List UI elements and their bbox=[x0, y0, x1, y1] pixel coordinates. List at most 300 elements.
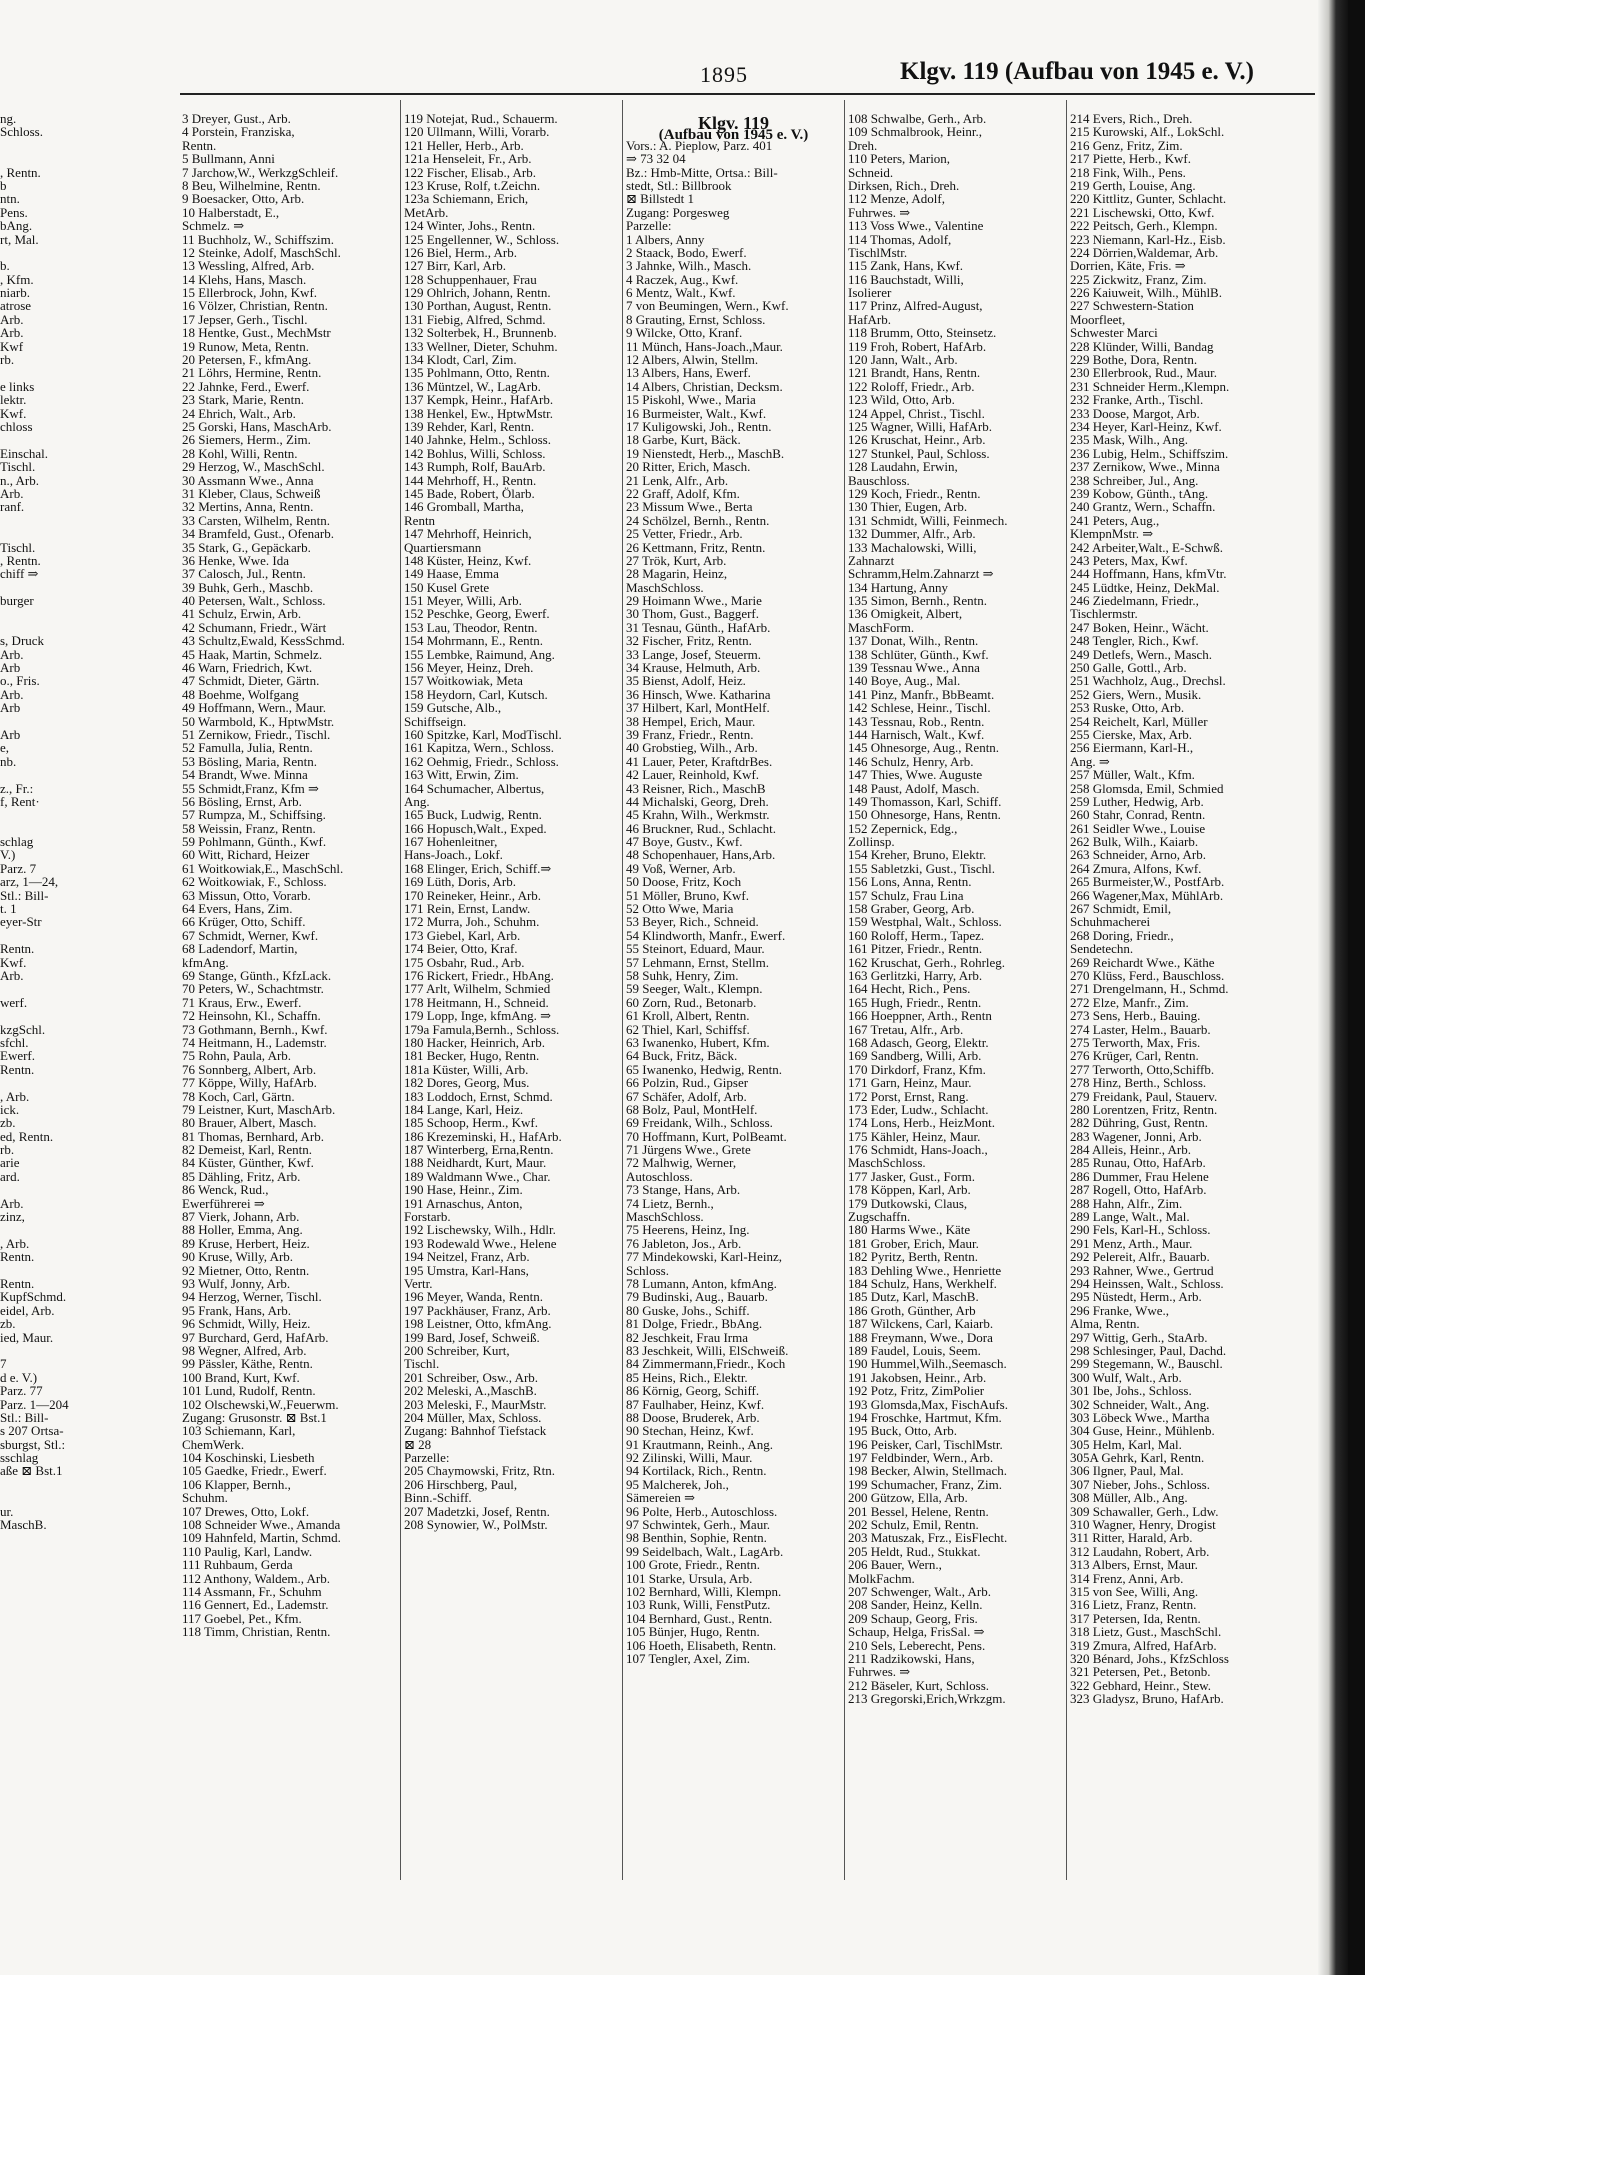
directory-entry: 229 Bothe, Dora, Rentn. bbox=[1070, 352, 1198, 368]
directory-entry: 242 Arbeiter,Walt., E-Schwß. bbox=[1070, 539, 1223, 555]
directory-entry: 24 Ehrich, Walt., Arb. bbox=[182, 405, 296, 421]
directory-entry: 210 Sels, Leberecht, Pens. bbox=[848, 1637, 986, 1653]
directory-entry: 138 Henkel, Ew., HptwMstr. bbox=[404, 405, 554, 421]
directory-entry: 240 Grantz, Wern., Schaffn. bbox=[1070, 499, 1216, 515]
directory-entry: 147 Thies, Wwe. Auguste bbox=[848, 767, 983, 783]
directory-entry: 21 Lenk, Alfr., Arb. bbox=[626, 472, 729, 488]
directory-entry: 128 Laudahn, Erwin, bbox=[848, 459, 958, 475]
directory-entry: 233 Doose, Margot, Arb. bbox=[1070, 405, 1200, 421]
directory-entry: 51 Möller, Bruno, Kwf. bbox=[626, 887, 749, 903]
directory-entry: 64 Buck, Fritz, Bäck. bbox=[626, 1048, 738, 1064]
directory-entry: Alma, Rentn. bbox=[1070, 1316, 1140, 1332]
directory-entry: 95 Malcherek, Joh., bbox=[626, 1476, 729, 1492]
directory-entry: 200 Schreiber, Kurt, bbox=[404, 1342, 510, 1358]
directory-entry: Dirksen, Rich., Dreh. bbox=[848, 177, 960, 193]
facing-page-line bbox=[0, 366, 58, 379]
directory-entry: 50 Doose, Fritz, Koch bbox=[626, 874, 742, 890]
directory-entry: 140 Boye, Aug., Mal. bbox=[848, 673, 961, 689]
directory-entry: 304 Guse, Heinr., Mühlenb. bbox=[1070, 1423, 1215, 1439]
directory-entry: 59 Pohlmann, Günth., Kwf. bbox=[182, 834, 327, 850]
directory-entry: 77 Mindekowski, Karl-Heinz, bbox=[626, 1249, 782, 1265]
directory-entry: 191 Arnaschus, Anton, bbox=[404, 1195, 523, 1211]
directory-entry: 319 Zmura, Alfred, HafArb. bbox=[1070, 1637, 1217, 1653]
directory-entry: 234 Heyer, Karl-Heinz, Kwf. bbox=[1070, 418, 1222, 434]
directory-entry: 86 Wenck, Rud., bbox=[182, 1182, 269, 1198]
directory-entry: 63 Iwanenko, Hubert, Kfm. bbox=[626, 1034, 770, 1050]
directory-entry: 187 Winterberg, Erna,Rentn. bbox=[404, 1142, 554, 1158]
directory-entry: 160 Roloff, Herm., Tapez. bbox=[848, 927, 985, 943]
directory-entry: 2 Staack, Bodo, Ewerf. bbox=[626, 244, 747, 260]
directory-entry: 305A Gehrk, Karl, Rentn. bbox=[1070, 1450, 1205, 1466]
facing-page-line: Kwf. bbox=[0, 405, 27, 421]
directory-entry: 200 Gützow, Ella, Arb. bbox=[848, 1490, 968, 1506]
directory-entry: 20 Ritter, Erich, Masch. bbox=[626, 459, 751, 475]
directory-entry: 24 Schölzel, Bernh., Rentn. bbox=[626, 512, 770, 528]
directory-entry: 226 Kaiuweit, Wilh., MühlB. bbox=[1070, 285, 1222, 301]
directory-entry: 61 Kroll, Albert, Rentn. bbox=[626, 1008, 750, 1024]
facing-page-fragment bbox=[0, 111, 69, 1533]
directory-entry: 71 Kraus, Erw., Ewerf. bbox=[182, 994, 302, 1010]
directory-entry: 12 Albers, Alwin, Stellm. bbox=[626, 352, 759, 368]
directory-entry: 306 Ilgner, Paul, Mal. bbox=[1070, 1463, 1184, 1479]
directory-entry: 152 Peschke, Georg, Ewerf. bbox=[404, 606, 550, 622]
directory-entry: 215 Kurowski, Alf., LokSchl. bbox=[1070, 124, 1225, 140]
directory-entry: 75 Rohn, Paula, Arb. bbox=[182, 1048, 292, 1064]
directory-entry: 50 Warmbold, K., HptwMstr. bbox=[182, 713, 335, 729]
directory-entry: 295 Nüstedt, Herm., Arb. bbox=[1070, 1289, 1202, 1305]
directory-entry: 83 Jeschkeit, Willi, ElSchweiß. bbox=[626, 1342, 789, 1358]
directory-entry: 63 Missun, Otto, Vorarb. bbox=[182, 887, 311, 903]
column-divider bbox=[622, 100, 623, 1880]
facing-page-line: werf. bbox=[0, 994, 28, 1010]
directory-entry: 122 Fischer, Elisab., Arb. bbox=[404, 164, 536, 180]
directory-entry: Zugang: Bahnhof Tiefstack bbox=[404, 1423, 547, 1439]
facing-page-line bbox=[0, 514, 58, 527]
directory-entry: 22 Jahnke, Ferd., Ewerf. bbox=[182, 378, 310, 394]
facing-page-line: nb. bbox=[0, 753, 17, 769]
directory-entry: 156 Lons, Anna, Rentn. bbox=[848, 874, 972, 890]
facing-page-line: b. bbox=[0, 258, 10, 274]
directory-entry: 121a Henseleit, Fr., Arb. bbox=[404, 151, 532, 167]
facing-page-line: Arb. bbox=[0, 325, 24, 341]
directory-entry: 102 Olschewski,W.,Feuerwm. bbox=[182, 1396, 339, 1412]
directory-entry: 46 Warn, Friedrich, Kwt. bbox=[182, 660, 313, 676]
directory-entry: 16 Burmeister, Walt., Kwf. bbox=[626, 405, 767, 421]
directory-entry: 263 Schneider, Arno, Arb. bbox=[1070, 847, 1206, 863]
directory-entry: Binn.-Schiff. bbox=[404, 1490, 472, 1506]
directory-entry: 125 Wagner, Willi, HafArb. bbox=[848, 418, 993, 434]
directory-entry: 94 Kortilack, Rich., Rentn. bbox=[626, 1463, 767, 1479]
directory-entry: 138 Schlüter, Günth., Kwf. bbox=[848, 646, 989, 662]
directory-entry: 72 Heinsohn, Kl., Schaffn. bbox=[182, 1008, 321, 1024]
directory-entry: 141 Pinz, Manfr., BbBeamt. bbox=[848, 686, 995, 702]
directory-entry: 179 Lopp, Inge, kfmAng. ⇒ bbox=[404, 1008, 552, 1024]
directory-entry: HafArb. bbox=[848, 311, 891, 327]
facing-page-line: b bbox=[0, 177, 7, 193]
facing-page-line: Arb. bbox=[0, 485, 24, 501]
directory-entry: 32 Mertins, Anna, Rentn. bbox=[182, 499, 314, 515]
directory-entry: 131 Schmidt, Willi, Feinmech. bbox=[848, 512, 1008, 528]
directory-entry: 277 Terworth, Otto,Schiffb. bbox=[1070, 1061, 1215, 1077]
directory-entry: 9 Boesacker, Otto, Arb. bbox=[182, 191, 305, 207]
directory-entry: 55 Steinort, Eduard, Maur. bbox=[626, 941, 765, 957]
header-rule bbox=[180, 93, 1315, 95]
facing-page-line: Rentn. bbox=[0, 1249, 35, 1265]
facing-page-line: chiff ⇒ bbox=[0, 566, 39, 582]
directory-entry: ⊠ Billstedt 1 bbox=[626, 191, 694, 207]
facing-page-line: Arb bbox=[0, 660, 21, 676]
directory-entry: 99 Pässler, Käthe, Rentn. bbox=[182, 1356, 313, 1372]
directory-entry: 123 Kruse, Rolf, t.Zeichn. bbox=[404, 177, 541, 193]
directory-entry: Fuhrwes. ⇒ bbox=[848, 204, 911, 220]
facing-page-line bbox=[0, 715, 58, 728]
directory-entry: 11 Buchholz, W., Schiffszim. bbox=[182, 231, 335, 247]
facing-page-line: ntn. bbox=[0, 191, 20, 207]
facing-page-line bbox=[0, 1344, 58, 1357]
directory-entry: 117 Prinz, Alfred-August, bbox=[848, 298, 983, 314]
directory-entry: 62 Woitkowiak, F., Schloss. bbox=[182, 874, 327, 890]
directory-entry: 53 Beyer, Rich., Schneid. bbox=[626, 914, 759, 930]
directory-entry: 134 Hartung, Anny bbox=[848, 579, 949, 595]
directory-entry: Dorrien, Käte, Fris. ⇒ bbox=[1070, 258, 1186, 274]
directory-entry: 168 Adasch, Georg, Elektr. bbox=[848, 1034, 989, 1050]
directory-entry: 320 Bénard, Johs., KfzSchloss bbox=[1070, 1650, 1229, 1666]
directory-entry: 104 Koschinski, Liesbeth bbox=[182, 1450, 315, 1466]
directory-entry: MaschSchloss. bbox=[626, 579, 704, 595]
facing-page-line: n., Arb. bbox=[0, 472, 39, 488]
directory-entry: 224 Dörrien,Waldemar, Arb. bbox=[1070, 244, 1219, 260]
directory-entry: 67 Schäfer, Adolf, Arb. bbox=[626, 1088, 747, 1104]
facing-page-line bbox=[0, 607, 58, 620]
directory-entry: 7 von Beumingen, Wern., Kwf. bbox=[626, 298, 789, 314]
facing-page-line: Arb. bbox=[0, 968, 24, 983]
directory-entry: 232 Franke, Arth., Tischl. bbox=[1070, 392, 1204, 408]
directory-entry: stedt, Stl.: Billbrook bbox=[626, 177, 732, 193]
directory-entry: 172 Porst, Ernst, Rang. bbox=[848, 1088, 969, 1104]
directory-entry: 133 Wellner, Dieter, Schuhm. bbox=[404, 338, 558, 354]
directory-entry: 31 Tesnau, Günth., HafArb. bbox=[626, 619, 771, 635]
directory-entry: 223 Niemann, Karl-Hz., Eisb. bbox=[1070, 231, 1226, 247]
directory-entry: 202 Meleski, A.,MaschB. bbox=[404, 1383, 537, 1399]
facing-page-line bbox=[0, 1183, 58, 1196]
directory-entry: 75 Heerens, Heinz, Ing. bbox=[626, 1222, 750, 1238]
directory-entry: 139 Rehder, Karl, Rentn. bbox=[404, 418, 535, 434]
directory-entry: 272 Elze, Manfr., Zim. bbox=[1070, 994, 1189, 1010]
directory-entry: 158 Graber, Georg, Arb. bbox=[848, 901, 975, 917]
directory-entry: 44 Michalski, Georg, Dreh. bbox=[626, 793, 769, 809]
directory-entry: 114 Thomas, Adolf, bbox=[848, 231, 952, 247]
directory-entry: 103 Runk, Willi, FenstPutz. bbox=[626, 1597, 771, 1613]
directory-entry: 36 Henke, Wwe. Ida bbox=[182, 552, 289, 568]
directory-entry: 278 Hinz, Berth., Schloss. bbox=[1070, 1075, 1207, 1091]
directory-entry: 169 Lüth, Doris, Arb. bbox=[404, 874, 516, 890]
directory-entry: 26 Kettmann, Fritz, Rentn. bbox=[626, 539, 766, 555]
directory-entry: 264 Zmura, Alfons, Kwf. bbox=[1070, 860, 1202, 876]
directory-entry: 35 Bienst, Adolf, Heiz. bbox=[626, 673, 746, 689]
facing-page-line: f, Rent· bbox=[0, 793, 40, 809]
directory-entry: 248 Tengler, Rich., Kwf. bbox=[1070, 633, 1199, 649]
directory-entry: 13 Albers, Hans, Ewerf. bbox=[626, 365, 751, 381]
directory-entry: 178 Heitmann, H., Schneid. bbox=[404, 994, 549, 1010]
directory-entry: MolkFachm. bbox=[848, 1570, 915, 1586]
directory-entry: 81 Dolge, Friedr., BbAng. bbox=[626, 1316, 763, 1332]
directory-entry: 4 Raczek, Aug., Kwf. bbox=[626, 271, 739, 287]
directory-entry: 250 Galle, Gottl., Arb. bbox=[1070, 660, 1187, 676]
directory-entry: 258 Glomsda, Emil, Schmied bbox=[1070, 780, 1224, 796]
directory-entry: 33 Lange, Josef, Steuerm. bbox=[626, 646, 762, 662]
directory-entry: 31 Kleber, Claus, Schweiß bbox=[182, 485, 321, 501]
directory-entry: 196 Meyer, Wanda, Rentn. bbox=[404, 1289, 543, 1305]
directory-entry: 260 Stahr, Conrad, Rentn. bbox=[1070, 807, 1206, 823]
directory-entry: Quartiersmann bbox=[404, 539, 482, 555]
directory-entry: 55 Schmidt,Franz, Kfm ⇒ bbox=[182, 780, 319, 796]
directory-entry: 80 Brauer, Albert, Masch. bbox=[182, 1115, 317, 1131]
directory-entry: 302 Schneider, Walt., Ang. bbox=[1070, 1396, 1210, 1412]
directory-entry: 48 Boehme, Wolfgang bbox=[182, 686, 299, 702]
directory-entry: 37 Calosch, Jul., Rentn. bbox=[182, 566, 306, 582]
directory-entry: Zugang: Porgesweg bbox=[626, 204, 730, 220]
directory-entry: 115 Zank, Hans, Kwf. bbox=[848, 258, 964, 274]
directory-entry: 195 Umstra, Karl-Hans, bbox=[404, 1262, 529, 1278]
directory-entry: 112 Menze, Adolf, bbox=[848, 191, 945, 207]
directory-entry: 176 Rickert, Friedr., HbAng. bbox=[404, 968, 554, 983]
facing-page-line: , Arb. bbox=[0, 1235, 30, 1251]
facing-page-line: s 207 Ortsa- bbox=[0, 1423, 64, 1439]
directory-entry: 132 Solterbek, H., Brunnenb. bbox=[404, 325, 557, 341]
directory-entry: 192 Potz, Fritz, ZimPolier bbox=[848, 1383, 985, 1399]
directory-entry: 110 Paulig, Karl, Landw. bbox=[182, 1543, 313, 1559]
directory-entry: 46 Bruckner, Rud., Schlacht. bbox=[626, 820, 777, 836]
directory-entry: 45 Krahn, Wilh., Werkmstr. bbox=[626, 807, 770, 823]
directory-entry: 124 Winter, Johs., Rentn. bbox=[404, 218, 536, 234]
directory-entry: 207 Schwenger, Walt., Arb. bbox=[848, 1583, 991, 1599]
facing-page-line bbox=[0, 139, 58, 152]
directory-entry: 119 Notejat, Rud., Schauerm. bbox=[404, 111, 558, 126]
directory-entry: 271 Drengelmann, H., Schmd. bbox=[1070, 981, 1229, 997]
directory-entry: 73 Gothmann, Bernh., Kwf. bbox=[182, 1021, 328, 1037]
directory-entry: 161 Kapitza, Wern., Schloss. bbox=[404, 740, 554, 756]
directory-entry: 165 Buck, Ludwig, Rentn. bbox=[404, 807, 542, 823]
directory-entry: 183 Loddoch, Ernst, Schmd. bbox=[404, 1088, 553, 1104]
directory-entry: 236 Lubig, Helm., Schiffszim. bbox=[1070, 445, 1229, 461]
directory-entry: 217 Piette, Herb., Kwf. bbox=[1070, 151, 1191, 167]
facing-page-line bbox=[0, 527, 58, 540]
directory-entry: 114 Assmann, Fr., Schuhm bbox=[182, 1583, 322, 1599]
directory-entry: 244 Hoffmann, Hans, kfmVtr. bbox=[1070, 566, 1227, 582]
directory-entry: 299 Stegemann, W., Bauschl. bbox=[1070, 1356, 1223, 1372]
directory-entry: 122 Roloff, Friedr., Arb. bbox=[848, 378, 975, 394]
directory-entry: 209 Schaup, Georg, Fris. bbox=[848, 1610, 978, 1626]
directory-entry: 173 Giebel, Karl, Arb. bbox=[404, 927, 521, 943]
directory-entry: Schuhm. bbox=[182, 1490, 228, 1506]
directory-entry: 109 Schmalbrook, Heinr., bbox=[848, 124, 982, 140]
directory-entry: 82 Jeschkeit, Frau Irma bbox=[626, 1329, 749, 1345]
directory-entry: Schuhmacherei bbox=[1070, 914, 1151, 930]
directory-entry: 137 Kempk, Heinr., HafArb. bbox=[404, 392, 554, 408]
directory-entry: 201 Schreiber, Osw., Arb. bbox=[404, 1369, 539, 1385]
directory-entry: 199 Bard, Josef, Schweiß. bbox=[404, 1329, 540, 1345]
facing-page-line: e links bbox=[0, 378, 35, 394]
facing-page-line bbox=[0, 581, 58, 594]
directory-entry: 45 Haak, Martin, Schmelz. bbox=[182, 646, 323, 662]
directory-entry: 191 Jakobsen, Heinr., Arb. bbox=[848, 1369, 987, 1385]
directory-entry: 68 Ladendorf, Martin, bbox=[182, 941, 298, 957]
directory-entry: 96 Schmidt, Willy, Heiz. bbox=[182, 1316, 311, 1332]
directory-entry: 211 Radzikowski, Hans, bbox=[848, 1650, 975, 1666]
directory-entry: 84 Küster, Günther, Kwf. bbox=[182, 1155, 314, 1171]
column-5 bbox=[1070, 112, 1315, 1705]
directory-entry: 206 Bauer, Wern., bbox=[848, 1557, 942, 1573]
directory-entry: 285 Runau, Otto, HafArb. bbox=[1070, 1155, 1206, 1171]
directory-entry: 30 Thom, Gust., Baggerf. bbox=[626, 606, 759, 622]
directory-entry: 196 Peisker, Carl, TischlMstr. bbox=[848, 1436, 1003, 1452]
directory-entry: 243 Peters, Max, Kwf. bbox=[1070, 552, 1188, 568]
directory-entry: 96 Polte, Herb., Autoschloss. bbox=[626, 1503, 778, 1519]
directory-entry: 178 Köppen, Karl, Arb. bbox=[848, 1182, 971, 1198]
directory-entry: 190 Hummel,Wilh.,Seemasch. bbox=[848, 1356, 1007, 1372]
directory-entry: 116 Bauchstadt, Willi, bbox=[848, 271, 964, 287]
directory-entry: 239 Kobow, Günth., tAng. bbox=[1070, 485, 1209, 501]
directory-entry: 120 Ullmann, Willi, Vorarb. bbox=[404, 124, 550, 140]
directory-entry: Forstarb. bbox=[404, 1209, 451, 1225]
facing-page-line: ng. bbox=[0, 111, 17, 126]
directory-entry: 145 Bade, Robert, Ölarb. bbox=[404, 485, 535, 501]
directory-entry: Bz.: Hmb-Mitte, Ortsa.: Bill- bbox=[626, 164, 778, 180]
directory-entry: 194 Froschke, Hartmut, Kfm. bbox=[848, 1409, 1002, 1425]
directory-entry: 230 Ellerbrook, Rud., Maur. bbox=[1070, 365, 1217, 381]
directory-entry: Zugschaffn. bbox=[848, 1209, 911, 1225]
directory-entry: 212 Bäseler, Kurt, Schloss. bbox=[848, 1677, 990, 1693]
directory-entry: 184 Lange, Karl, Heiz. bbox=[404, 1101, 524, 1117]
directory-entry: 34 Krause, Helmuth, Arb. bbox=[626, 660, 761, 676]
directory-entry: Isolierer bbox=[848, 285, 892, 301]
facing-page-line: bAng. bbox=[0, 218, 33, 234]
directory-entry: 180 Harms Wwe., Käte bbox=[848, 1222, 971, 1238]
directory-entry: 268 Doring, Friedr., bbox=[1070, 927, 1174, 943]
directory-entry: 128 Schuppenhauer, Frau bbox=[404, 271, 537, 287]
directory-entry: 213 Gregorski,Erich,Wrkzgm. bbox=[848, 1691, 1006, 1707]
directory-entry: 90 Stechan, Heinz, Kwf. bbox=[626, 1423, 754, 1439]
directory-entry: 251 Wachholz, Aug., Drechsl. bbox=[1070, 673, 1226, 689]
directory-entry: 169 Sandberg, Willi, Arb. bbox=[848, 1048, 982, 1064]
directory-entry: 53 Bösling, Maria, Rentn. bbox=[182, 753, 318, 769]
directory-entry: 61 Woitkowiak,E., MaschSchl. bbox=[182, 860, 344, 876]
directory-entry: 11 Münch, Hans-Joach.,Maur. bbox=[626, 338, 783, 354]
directory-entry: 214 Evers, Rich., Dreh. bbox=[1070, 111, 1193, 126]
directory-entry: 99 Seidelbach, Walt., LagArb. bbox=[626, 1543, 784, 1559]
directory-entry: 54 Klindworth, Manfr., Ewerf. bbox=[626, 927, 786, 943]
directory-entry: 198 Leistner, Otto, kfmAng. bbox=[404, 1316, 552, 1332]
directory-entry: 162 Oehmig, Friedr., Schloss. bbox=[404, 753, 559, 769]
facing-page-line bbox=[0, 1223, 58, 1236]
directory-entry: 92 Zilinski, Willi, Maur. bbox=[626, 1450, 753, 1466]
directory-entry: 26 Siemers, Herm., Zim. bbox=[182, 432, 311, 448]
directory-entry: 255 Cierske, Max, Arb. bbox=[1070, 726, 1193, 742]
directory-entry: MetArb. bbox=[404, 204, 449, 220]
directory-entry: 66 Krüger, Otto, Schiff. bbox=[182, 914, 306, 930]
directory-entry: Fuhrwes. ⇒ bbox=[848, 1664, 911, 1680]
facing-page-line: Parz. 1—204 bbox=[0, 1396, 69, 1412]
directory-entry: 176 Schmidt, Hans-Joach., bbox=[848, 1142, 988, 1158]
page-title: Klgv. 119 (Aufbau von 1945 e. V.) bbox=[900, 58, 1255, 85]
directory-entry: ⊠ 28 bbox=[404, 1436, 432, 1452]
directory-entry: 78 Lumann, Anton, kfmAng. bbox=[626, 1275, 777, 1291]
directory-entry: 25 Gorski, Hans, MaschArb. bbox=[182, 418, 332, 434]
directory-entry: 23 Stark, Marie, Rentn. bbox=[182, 392, 305, 408]
directory-entry: 39 Buhk, Gerh., Maschb. bbox=[182, 579, 314, 595]
column-2 bbox=[404, 112, 619, 1531]
directory-entry: 303 Löbeck Wwe., Martha bbox=[1070, 1409, 1210, 1425]
directory-entry: 130 Thier, Eugen, Arb. bbox=[848, 499, 968, 515]
directory-entry: 287 Rogell, Otto, HafArb. bbox=[1070, 1182, 1207, 1198]
directory-entry: 110 Peters, Marion, bbox=[848, 151, 951, 167]
directory-entry: 270 Klüss, Ferd., Bauschloss. bbox=[1070, 968, 1225, 983]
directory-entry: 181 Becker, Hugo, Rentn. bbox=[404, 1048, 540, 1064]
directory-entry: 108 Schneider Wwe., Amanda bbox=[182, 1517, 341, 1533]
directory-entry: 21 Löhrs, Hermine, Rentn. bbox=[182, 365, 322, 381]
directory-entry: 136 Müntzel, W., LagArb. bbox=[404, 378, 541, 394]
directory-entry: Bauschloss. bbox=[848, 472, 910, 488]
directory-entry: 189 Faudel, Louis, Seem. bbox=[848, 1342, 981, 1358]
directory-entry: 12 Steinke, Adolf, MaschSchl. bbox=[182, 244, 341, 260]
directory-entry: 221 Lischewski, Otto, Kwf. bbox=[1070, 204, 1215, 220]
directory-entry: 47 Schmidt, Dieter, Gärtn. bbox=[182, 673, 320, 689]
directory-entry: 282 Dühring, Gust, Rentn. bbox=[1070, 1115, 1208, 1131]
directory-entry: 67 Schmidt, Werner, Kwf. bbox=[182, 927, 319, 943]
directory-entry: 37 Hilbert, Karl, MontHelf. bbox=[626, 700, 770, 716]
page-number: 1895 bbox=[700, 62, 748, 87]
directory-entry: 273 Sens, Herb., Bauing. bbox=[1070, 1008, 1201, 1024]
facing-page-line bbox=[0, 982, 58, 995]
directory-entry: 22 Graff, Adolf, Kfm. bbox=[626, 485, 740, 501]
directory-entry: 184 Schulz, Hans, Werkhelf. bbox=[848, 1275, 997, 1291]
directory-entry: 315 von See, Willi, Ang. bbox=[1070, 1583, 1199, 1599]
facing-page-line bbox=[0, 433, 58, 446]
directory-entry: 294 Heinssen, Walt., Schloss. bbox=[1070, 1275, 1224, 1291]
directory-entry: 95 Frank, Hans, Arb. bbox=[182, 1302, 292, 1318]
directory-entry: 58 Suhk, Henry, Zim. bbox=[626, 968, 739, 983]
directory-entry: Sämereien ⇒ bbox=[626, 1490, 696, 1506]
facing-page-line bbox=[0, 1478, 58, 1491]
directory-entry: 85 Heins, Rich., Elektr. bbox=[626, 1369, 748, 1385]
directory-entry: 288 Hahn, Alfr., Zim. bbox=[1070, 1195, 1183, 1211]
facing-page-line: ied, Maur. bbox=[0, 1329, 54, 1345]
facing-page-line bbox=[0, 246, 58, 259]
facing-page-line: Tischl. bbox=[0, 539, 36, 555]
directory-entry: 41 Lauer, Peter, KraftdrBes. bbox=[626, 753, 773, 769]
directory-entry: 41 Schulz, Erwin, Arb. bbox=[182, 606, 302, 622]
directory-entry: 257 Müller, Walt., Kfm. bbox=[1070, 767, 1195, 783]
directory-entry: 80 Guske, Johs., Schiff. bbox=[626, 1302, 750, 1318]
directory-entry: 69 Freidank, Wilh., Schloss. bbox=[626, 1115, 773, 1131]
directory-entry: 144 Harnisch, Walt., Kwf. bbox=[848, 726, 985, 742]
directory-entry: 197 Feldbinder, Wern., Arb. bbox=[848, 1450, 994, 1466]
scan-edge bbox=[1348, 0, 1365, 1975]
directory-entry: 140 Jahnke, Helm., Schloss. bbox=[404, 432, 551, 448]
directory-entry: 197 Packhäuser, Franz, Arb. bbox=[404, 1302, 551, 1318]
directory-entry: 33 Carsten, Wilhelm, Rentn. bbox=[182, 512, 330, 528]
directory-entry: 25 Vetter, Friedr., Arb. bbox=[626, 526, 743, 542]
directory-entry: 163 Witt, Erwin, Zim. bbox=[404, 767, 519, 783]
directory-entry: 116 Gennert, Ed., Lademstr. bbox=[182, 1597, 329, 1613]
directory-entry: 105 Gaedke, Friedr., Ewerf. bbox=[182, 1463, 327, 1479]
facing-page-line: , Arb. bbox=[0, 1088, 30, 1104]
directory-entry: 148 Küster, Heinz, Kwf. bbox=[404, 552, 532, 568]
directory-entry: 136 Omigkeit, Albert, bbox=[848, 606, 963, 622]
facing-page-line: sschlag bbox=[0, 1450, 39, 1466]
directory-entry: 256 Eiermann, Karl-H., bbox=[1070, 740, 1194, 756]
facing-page-line bbox=[0, 1076, 58, 1089]
